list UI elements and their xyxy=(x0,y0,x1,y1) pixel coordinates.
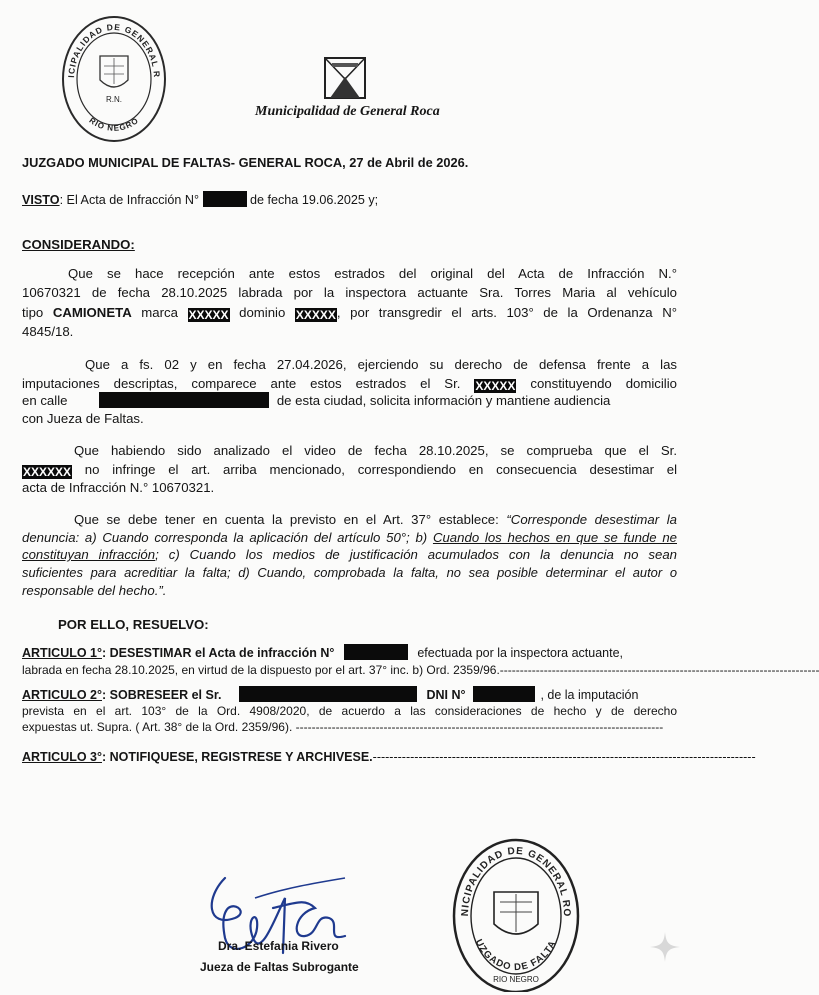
art1-text: efectuada por la inspectora actuante, xyxy=(417,646,624,660)
sparkle-icon xyxy=(648,930,682,964)
redaction xyxy=(344,644,408,660)
p4-text: Que se debe tener en cuenta la previsto en el Art. 37° establece: xyxy=(74,512,499,527)
art2-line2 xyxy=(22,703,677,720)
seal-right-base: RIO NEGRO xyxy=(493,975,539,984)
seal-right-top-text: NICIPALIDAD DE GENERAL RO xyxy=(459,845,573,918)
p4-quote-underlined: Cuando los hechos en que se funde ne xyxy=(432,530,677,545)
p3-line2 xyxy=(22,461,677,479)
municipal-seal-icon xyxy=(60,14,168,144)
art1-line1 xyxy=(22,644,677,662)
art1-line2 xyxy=(22,662,819,679)
art2-line3 xyxy=(22,719,677,736)
p4-line3 xyxy=(22,546,677,563)
seal-left-center: R.N. xyxy=(106,95,122,104)
page-title: JUZGADO MUNICIPAL DE FALTAS- GENERAL ROCA, 27 de Abril de 2026. xyxy=(22,155,469,170)
art2-text: , de la imputación xyxy=(540,688,639,702)
dash-fill: -------------------------------------------------------------------------------------------- xyxy=(372,750,756,764)
signature-role: Jueza de Faltas Subrogante xyxy=(200,960,359,974)
p4-quote-underlined: constituyan infracción xyxy=(22,547,156,562)
p2-text: en calle xyxy=(22,393,68,408)
svg-text:RIO NEGRO xyxy=(87,116,140,133)
redaction xyxy=(239,686,417,702)
seal-right-bottom-text: UZGADO DE FALTA xyxy=(472,937,559,974)
p1-text: marca xyxy=(141,305,178,320)
art1-text: : DESESTIMAR el Acta de infracción N° xyxy=(102,646,335,660)
p1-text: 10670321 de fecha 28.10.2025 labrada por la inspectora actuante Sra. Torres Maria al vehículo xyxy=(22,285,677,300)
p2-line2 xyxy=(22,375,677,393)
p2-line4: con Jueza de Faltas. xyxy=(22,411,144,426)
p4-quote: denuncia: a) Cuando corresponda la aplicación del artículo 50°; b) xyxy=(22,530,428,545)
svg-text:MUNICIPALIDAD DE GENERAL ROCA xyxy=(60,14,162,78)
p2-line1 xyxy=(85,356,677,373)
art3-line xyxy=(22,749,756,766)
svg-text:MUNICIPALIDAD DE GENERAL ROCA xyxy=(450,832,572,918)
p2-text: imputaciones descriptas, comparece ante estos estrados el Sr. xyxy=(22,376,461,391)
p1-line2 xyxy=(22,284,677,301)
visto-pre: : El Acta de Infracción N° xyxy=(59,193,199,207)
redaction: XXXXXX xyxy=(23,465,72,479)
p4-line5: responsable del hecho.”. xyxy=(22,583,167,598)
p4-quote: “Corresponde desestimar la xyxy=(506,512,677,527)
p1-line4: 4845/18. xyxy=(22,324,74,339)
p4-line1 xyxy=(74,511,677,528)
signature-name: Dra. Estefania Rivero xyxy=(218,939,339,953)
municipal-crest-icon xyxy=(322,55,368,101)
p2-line3 xyxy=(22,392,677,409)
p1-line3 xyxy=(22,304,677,322)
art2-text: expuestas ut. Supra. ( Art. 38° de la Ord. 2359/96). xyxy=(22,720,293,734)
p3-line3: acta de Infracción N.° 10670321. xyxy=(22,480,215,495)
p2-text: constituyendo domicilio xyxy=(530,376,677,391)
dash-fill: -------------------------------------------------------------------------------------------- xyxy=(295,720,664,734)
redaction: XXXXX xyxy=(188,308,229,322)
art2-text: : SOBRESEER el Sr. xyxy=(102,688,222,702)
art2-text: prevista en el art. 103° de la Ord. 4908/2020, de acuerdo a las consideraciones de hecho y de derecho xyxy=(22,704,677,718)
court-seal-icon xyxy=(450,832,582,992)
considerando-heading: CONSIDERANDO: xyxy=(22,237,135,252)
redaction xyxy=(473,686,535,702)
p1-text: dominio xyxy=(239,305,286,320)
p4-quote: ; c) Cuando los medios de justificación acumulados con la denuncia no sean xyxy=(155,547,677,562)
art3-label: ARTICULO 3° xyxy=(22,750,102,764)
art1-label: ARTICULO 1° xyxy=(22,646,102,660)
seal-left-top-text: ICIPALIDAD DE GENERAL R xyxy=(66,21,163,79)
p4-line2 xyxy=(22,529,677,546)
visto-line xyxy=(22,191,677,209)
art3-text: : NOTIFIQUESE, REGISTRESE Y ARCHIVESE. xyxy=(102,750,373,764)
p1-text: Que se hace recepción ante estos estrados del original del Acta de Infracción N.° xyxy=(68,266,677,281)
visto-post: de fecha 19.06.2025 y; xyxy=(250,193,379,207)
art2-line1 xyxy=(22,686,677,704)
art2-text: DNI N° xyxy=(426,688,466,702)
p4-quote: suficientes para acreditiar la falta; d) Cuando, comprobada la falta, no sea posible determinar el autor o xyxy=(22,565,677,580)
vehicle-type: CAMIONETA xyxy=(52,305,132,320)
p3-text: Que habiendo sido analizado el video de fecha 28.10.2025, se comprueba que el Sr. xyxy=(74,443,677,458)
p1-text: tipo xyxy=(22,305,44,320)
dash-fill: -------------------------------------------------------------------------------- xyxy=(499,663,819,677)
p2-text: de esta ciudad, solicita información y mantiene audiencia xyxy=(276,393,611,408)
redaction xyxy=(99,392,269,408)
art2-label: ARTICULO 2° xyxy=(22,688,102,702)
p2-text: Que a fs. 02 y en fecha 27.04.2026, ejerciendo su derecho de defensa frente a las xyxy=(85,357,677,372)
seal-left-bottom-text: RIO NEGRO xyxy=(87,115,141,133)
art1-text: labrada en fecha 28.10.2025, en virtud de la dispuesto por el art. 37° inc. b) Ord. 2359/96. xyxy=(22,663,500,677)
p3-text: no infringe el art. arriba mencionado, correspondiendo en consecuencia desestimar el xyxy=(84,462,677,477)
p3-line1 xyxy=(74,442,677,459)
resuelvo-heading: POR ELLO, RESUELVO: xyxy=(58,617,209,632)
redaction: XXXXX xyxy=(475,379,516,393)
p4-line4 xyxy=(22,564,677,581)
redaction: XXXXX xyxy=(295,308,336,322)
p1-line1 xyxy=(68,265,677,282)
municipality-name: Municipalidad de General Roca xyxy=(255,104,440,119)
p1-text: , por transgredir el arts. 103° de la Ordenanza N° xyxy=(336,305,677,320)
visto-label: VISTO xyxy=(22,193,60,207)
redaction xyxy=(203,191,247,207)
